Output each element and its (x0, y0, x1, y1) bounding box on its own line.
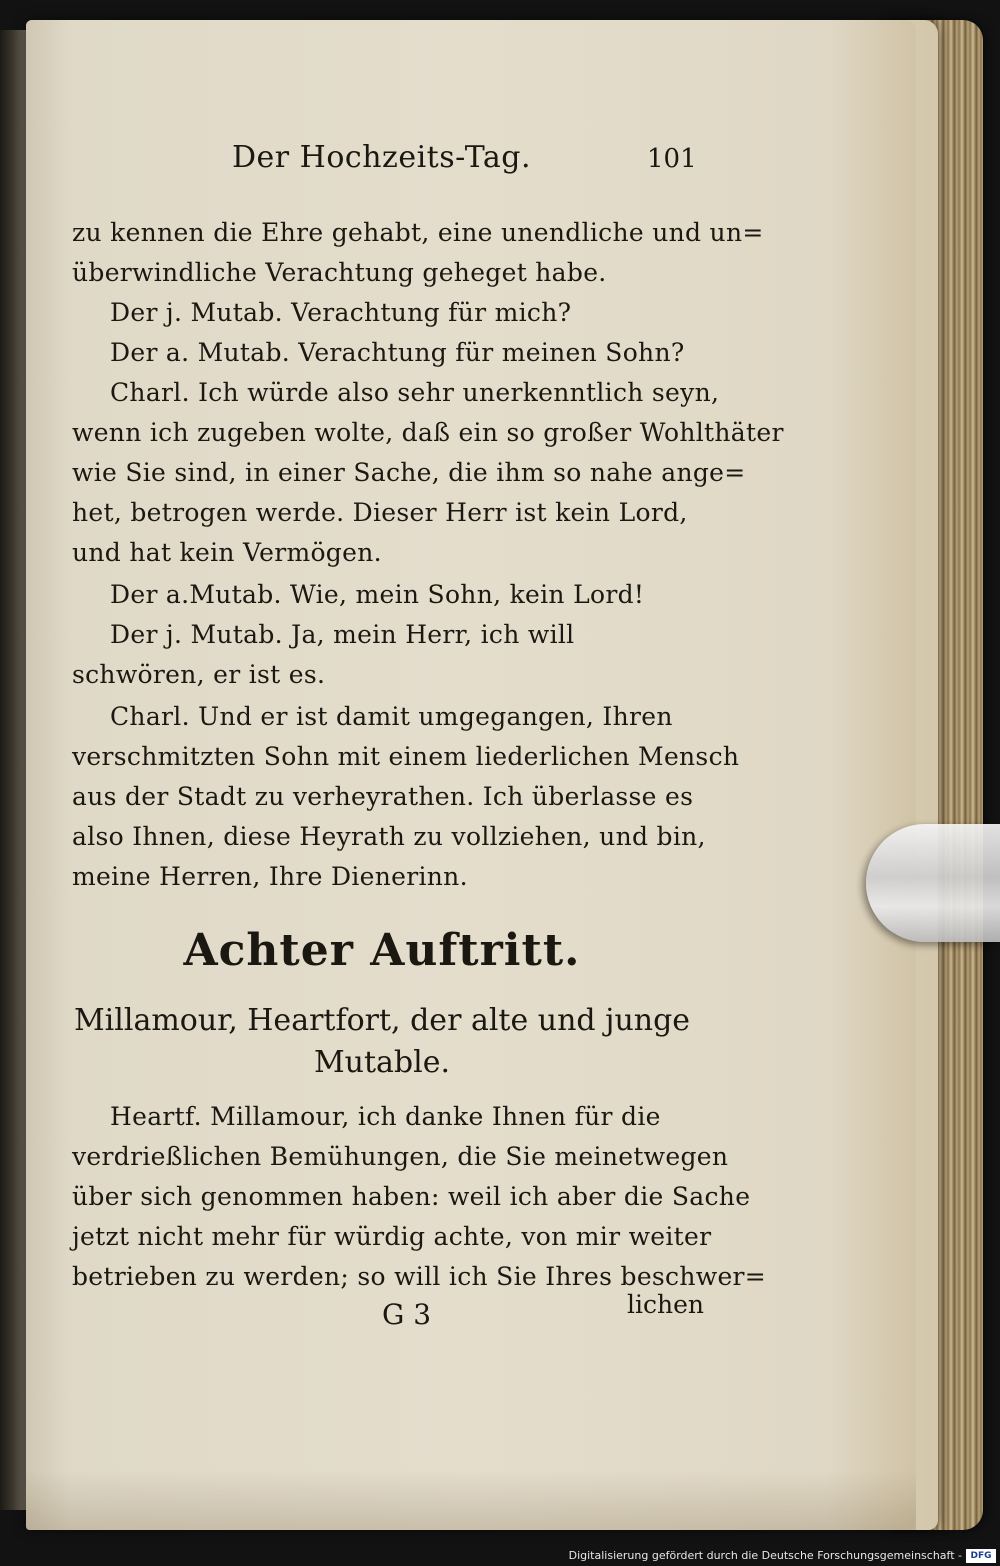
dialogue-line: Der a.Mutab. Wie, mein Sohn, kein Lord! (110, 580, 645, 609)
dialogue-line: Der j. Mutab. Verachtung für mich? (110, 298, 572, 327)
text-line: zu kennen die Ehre gehabt, eine unendliche und un= (72, 218, 764, 247)
signature-mark: G 3 (382, 1298, 432, 1331)
text-line: wie Sie sind, in einer Sache, die ihm so nahe ange= (72, 458, 746, 487)
text-line: wenn ich zugeben wolte, daß ein so großer Wohlthäter (72, 418, 784, 447)
running-head: Der Hochzeits-Tag. (232, 140, 532, 175)
text-line: meine Herren, Ihre Dienerinn. (72, 862, 468, 891)
scene-cast-line: Mutable. (313, 1045, 451, 1080)
scene-cast-line: Millamour, Heartfort, der alte und junge (73, 1003, 691, 1038)
text-line: jetzt nicht mehr für würdig achte, von mir weiter (72, 1222, 712, 1251)
text-line: het, betrogen werde. Dieser Herr ist kein Lord, (72, 498, 688, 527)
text-line: überwindliche Verachtung geheget habe. (72, 258, 607, 287)
text-line: verdrießlichen Bemühungen, die Sie meinetwegen (72, 1142, 729, 1171)
text-line: verschmitzten Sohn mit einem liederlichen Mensch (72, 742, 740, 771)
text-line: und hat kein Vermögen. (72, 538, 382, 567)
page-header (72, 140, 697, 180)
page-shadow (26, 1470, 916, 1530)
text-line: also Ihnen, diese Heyrath zu vollziehen, und bin, (72, 822, 706, 851)
dfg-logo: DFG (966, 1549, 996, 1563)
dialogue-line: Charl. Ich würde also sehr unerkenntlich seyn, (110, 378, 720, 407)
dialogue-line: Der j. Mutab. Ja, mein Herr, ich will (110, 620, 575, 649)
text-line: schwören, er ist es. (72, 660, 326, 689)
page-clip (866, 824, 1000, 942)
page-number: 101 (647, 144, 697, 174)
dialogue-line: Heartf. Millamour, ich danke Ihnen für die (110, 1102, 661, 1131)
scene-title: Achter Auftritt. (183, 925, 581, 976)
dialogue-line: Charl. Und er ist damit umgegangen, Ihren (110, 702, 673, 731)
dialogue-line: Der a. Mutab. Verachtung für meinen Sohn? (110, 338, 685, 367)
digitization-credit: Digitalisierung gefördert durch die Deutsche Forschungsgemeinschaft - (568, 1549, 962, 1562)
text-line: aus der Stadt zu verheyrathen. Ich überlasse es (72, 782, 694, 811)
text-line: betrieben zu werden; so will ich Sie Ihres beschwer= (72, 1262, 767, 1291)
catchword: lichen (627, 1290, 704, 1319)
text-line: über sich genommen haben: weil ich aber die Sache (72, 1182, 751, 1211)
